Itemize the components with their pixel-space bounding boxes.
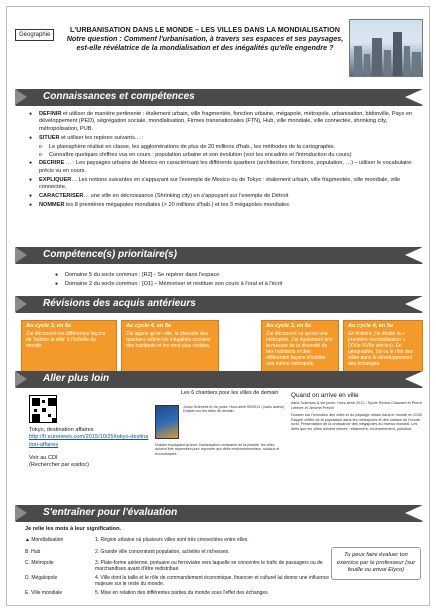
sub-list-item: o Connaître quelques chiffres vus en cours : population urbaine et son évolution (voir les encadrés et l'introduction du cours) (29, 152, 421, 159)
banner-prioritaires-label: Compétence(s) prioritaire(s) (43, 249, 177, 260)
exercise-instruction: Je relie les mots à leur signification. (25, 526, 122, 532)
list-item: ● Domaine 2 du socle commun : [O1] – Mémoriser et restituer son cours à l'oral et à l'écrit (55, 280, 282, 289)
article-title: Quand on arrive en ville (291, 392, 359, 399)
cycle-box: Au cycle 3, en 6e J'ai découvert les différentes façons de 'habiter la ville' à l'échelle du monde. (21, 320, 117, 378)
city-skyline-photo (349, 19, 423, 77)
article-reference: dans Sciences & vie junior. Hors-série 2012 / Sylvie Redon-Clauzard et Pierre Lefèvre et Jérôme Prévot (291, 401, 422, 410)
page-title (65, 25, 345, 52)
list-item: ● DEFINIR et utiliser de manière pertinente : étalement urbain, ville fragmentée, fonction urbaine, mégapole, métropole, urbanisation, bidonville, Pays en développement (PED), ségrégation sociale, mondialisation, Firmes transnationales (FTN), Hub, ville mondiale, ville connectée, shrinking city, métropolisation, PUB. (29, 111, 421, 133)
qr-code-icon[interactable] (29, 395, 57, 423)
cdi-search-label: (Rechercher par esidoc) (29, 462, 90, 469)
banner-prioritaires (15, 247, 423, 264)
cycle-box: Au cycle 3, en 6e J'ai découvert ce qu'est une métropole. J'ai également pris la mesure de la diversité de ses habitants et des différentes façons d'habiter une même métropole. (261, 320, 339, 378)
book-summary: Dossier expliquant qu'avec l'urbanisation croissante de la planète, les villes doivent être repensées pour répondre aux défis environnementaux, sociaux et économiques. (155, 443, 280, 456)
banner-entrainer-label: S'entraîner pour l'évaluation (43, 507, 178, 518)
title-question: Notre question : Comment l'urbanisation, à travers ses espaces et ses paysages, est-elle révélatrice de la mondialisation et des inégalités qu'elle engendre ? (66, 34, 344, 52)
evaluation-note: Tu peux faire évaluer ton exercice par le professeur (sur feuille ou envoi Elyco) (331, 547, 421, 580)
resource-link[interactable]: http://fr.euronews.com/2015/10/25/tokyo-destination-affaires (29, 434, 149, 448)
list-item: ● SITUER et utiliser les repères suivants… : (29, 135, 421, 142)
article-summary: Dossier sur l'évolution des villes et du paysage urbain dans le monde en 2030. Rappel chiffré de la population dans les métropoles et des causes de l'exode rural. Présentation de la croissance des mégapoles au niveau mondial. Les défis que les villes doivent relever : étalement, environnement, pollution. (291, 413, 424, 432)
sub-list-item: o Le planisphère réalisé en classe, les agglomérations de plus de 20 millions d'hab., les méthodes de la cartographie. (29, 144, 421, 151)
list-item: ● Domaine 5 du socle commun : [R2] - Se repérer dans l'espace (55, 271, 282, 280)
book-reference: Junior Sciences et vie junior. Hors-série 09/2014 / (sans auteur) Dossier sur les villes de demain. (183, 405, 285, 414)
banner-aller-label: Aller plus loin (43, 373, 110, 384)
banner-revisions (15, 296, 423, 313)
prioritaires-list (55, 271, 282, 289)
competences-list (29, 111, 421, 211)
video-resource (29, 427, 149, 469)
qr-caption: Tokyo, destination affaires (29, 427, 94, 433)
banner-competences-label: Connaissances et compétences (43, 91, 195, 102)
list-item: ● CARACTERISER… une ville en décroissance (Shrinking city) en s'appuyant sur l'exemple de Détroit (29, 193, 421, 200)
cycle-box: Au cycle 4, en 5e J'ai appris qu'en ville, la diversité des quartiers reflète les inégalités sociales des habitants et les rend plus visibles. (121, 320, 219, 378)
cycle-box: Au cycle 4, en 5e En histoire, j'ai étudié la « première mondialisation » (XVIe-XVIIe siècles). En géographie, j'ai vu le rôle des villes dans le développement des échanges. (343, 320, 423, 378)
cdi-label: Voir au CDI (29, 454, 58, 461)
title-line-1: L'URBANISATION DANS LE MONDE – LES VILLES DANS LA MONDIALISATION (70, 25, 340, 34)
banner-aller (15, 371, 423, 388)
list-item: ● EXPLIQUER… Les notions suivantes en s'appuyant sur l'exemple de Mexico ou de Tokyo : étalement urbain, ville fragmentée, ville mondiale, ville connectée. (29, 177, 421, 192)
book-title: Les 6 chantiers pour les villes de demain (181, 390, 279, 396)
banner-revisions-label: Révisions des acquis antérieurs (43, 298, 196, 309)
list-item: ● NOMMER les 8 premières mégapoles mondiales (> 20 millions d'hab.) et les 3 mégapoles mondiales (29, 202, 421, 209)
list-item: ● DECRIRE … : Les paysages urbains de Mexico en caractérisant les différents quartiers (architecture, fonctions, population, …) – utiliser le vocabulaire précis vu en cours. (29, 160, 421, 175)
document-page: Géographie L'URBANISATION DANS LE MONDE – LES VILLES DANS LA MONDIALISATION Notre question : Comment l'urbanisation, à travers ses espaces et ses paysages, est-elle révélatrice de la mondialisation et des inégalités qu'elle engendre ? Connaissances et compétences ● DEFINIR et utiliser de manière pertinente : étalement urbain, ville fragmentée, fonction urbaine, mégapole, métropole, urbanisation, bidonville, Pays en développement (PED), ségrégation sociale, mondialisation, Firmes transnationales (FTN), Hub, ville mondiale, ville connectée, shrinking city, métropolisation, PUB. ● SITUER et utiliser les repères suivants… : o Le planisphère réalisé en classe, les agglomérations de plus de 20 millions d'hab., les méthodes de la cartographie. o Connaître quelques chiffres vus en cours : population urbaine et son évolution (voir les encadrés et l'introduction du cours) ● DECRIRE … : Les paysages urbains de Mexico en caractérisant les différents quartiers (architecture, fonctions, population, …) – utiliser le vocabulaire précis vu en cours. ● EXPLIQUER… Les notions suivantes en s'appuyant sur l'exemple de Mexico ou de Tokyo : étalement urbain, ville fragmentée, ville mondiale, ville connectée. ● CARACTERISER… une ville en décroissance (Shrinking city) en s'appuyant sur l'exemple de Détroit ● NOMMER les 8 premières mégapoles mondiales (> 20 millions d'hab.) et les 3 mégapoles mondiales Compétence(s) prioritaire(s) ● Domaine 5 du socle commun : [R2] - Se repérer dans l'espace ● Domaine 2 du socle commun : [O1] – Mémoriser et restituer son cours à l'oral et à l'écrit Révisions des acquis antérieurs Au cycle 3, en 6e J'ai découvert les différentes façons de 'habiter la ville' à l'échelle du monde. Au cycle 4, en 5e J'ai appris qu'en ville, la diversité des quartiers reflète les inégalités sociales des habitants et les rend plus visibles. Au cycle 3, en 6e J'ai découvert ce qu'est une métropole. J'ai également pris la mesure de la diversité de ses habitants et des différentes façons d'habiter une même métropole. Au cycle 4, en 5e En histoire, j'ai étudié la « première mondialisation » (XVIe-XVIIe siècles). En géographie, j'ai vu le rôle des villes dans le développement des échanges. Aller plus loin Tokyo, destination affaires http://fr.euronews.com/2015/10/25/tokyo-destination-affaires Voir au CDI (Rechercher par esidoc) Les 6 chantiers pour les villes de demain Junior Sciences et vie junior. Hors-série 09/2014 / (sans auteur) Dossier sur les villes de demain. Dossier expliquant qu'avec l'urbanisation croissante de la planète, les villes doivent être repensées pour répondre aux défis environnementaux, sociaux et économiques. Quand on arrive en ville dans Sciences & vie junior. Hors-série 2012 / Sylvie Redon-Clauzard et Pierre Lefèvre et Jérôme Prévot Dossier sur l'évolution des villes et du paysage urbain dans le monde en 2030. Rappel chiffré de la population dans les métropoles et des causes de l'exode rural. Présentation de la croissance des mégapoles au niveau mondial. Les défis que les villes doivent relever : étalement, environnement, pollution. S'entraîner pour l'évaluation Je relie les mots à leur signification. ▲ Mondialisation 1. Région urbaine où plusieurs villes sont très connectées entre elles. B. Hub 2. Grande ville concentrant population, activités et richesses. C. Métropole 3. Plate-forme aérienne, portuaire ou ferroviaire vers laquelle se concentre le trafic de passagers ou de marchandises avant d'être redistribué. D. Mégalopole 4. Ville dont la taille et le rôle de commandement économique, financier et culturel lui donne une influence majeure sur le reste du monde. E. Ville mondiale 5. Mise en relation des différentes parties du monde sous l'effet des échanges. Tu peux faire évaluer ton exercice par le professeur (sur feuille ou envoi Elyco) (6, 6, 430, 606)
subject-tag: Géographie (15, 29, 54, 41)
banner-competences (15, 89, 423, 106)
banner-entrainer (15, 505, 423, 522)
